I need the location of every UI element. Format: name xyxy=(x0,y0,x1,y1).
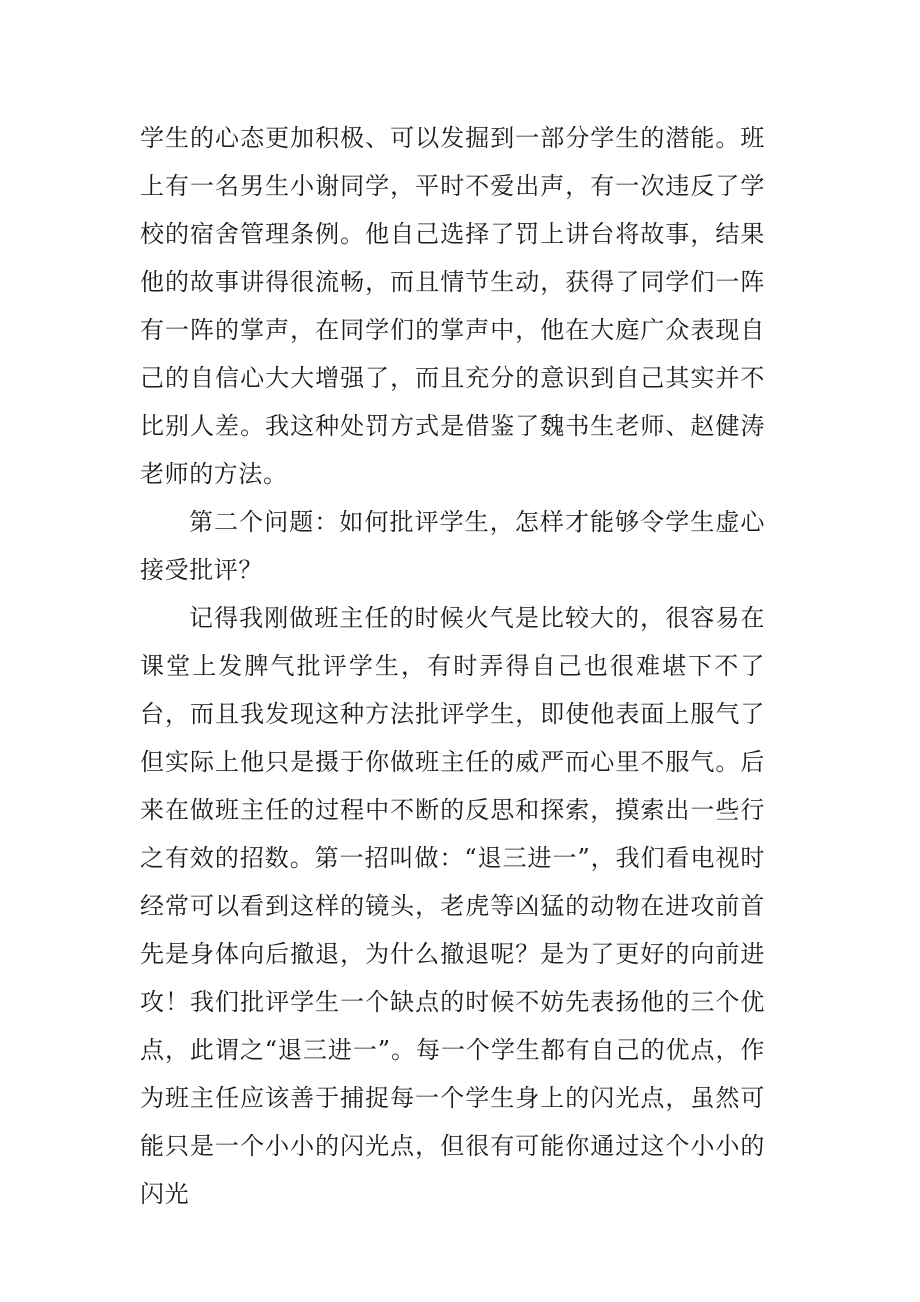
paragraph-question-heading: 第二个问题：如何批评学生，怎样才能够令学生虚心接受批评？ xyxy=(140,508,765,584)
paragraph-continuation: 学生的心态更加积极、可以发掘到一部分学生的潜能。班上有一名男生小谢同学，平时不爱出声，有一次违反了学校的宿舍管理条例。他自己选择了罚上讲台将故事，结果他的故事讲得很流畅，而且情节生动，获得了同学们一阵有一阵的掌声，在同学们的掌声中，他在大庭广众表现自己的自信心大大增强了，而且充分的意识到自己其实并不比别人差。我这种处罚方式是借鉴了魏书生老师、赵健涛老师的方法。 xyxy=(140,124,765,488)
paragraph-body: 记得我刚做班主任的时候火气是比较大的，很容易在课堂上发脾气批评学生，有时弄得自己也很难堪下不了台，而且我发现这种方法批评学生，即使他表面上服气了但实际上他只是摄于你做班主任的威严而心里不服气。后来在做班主任的过程中不断的反思和探索，摸索出一些行之有效的招数。第一招叫做：“退三进一”，我们看电视时经常可以看到这样的镜头，老虎等凶猛的动物在进攻前首先是身体向后撤退，为什么撤退呢？是为了更好的向前进攻！我们批评学生一个缺点的时候不妨先表扬他的三个优点，此谓之“退三进一”。每一个学生都有自己的优点，作为班主任应该善于捕捉每一个学生身上的闪光点，虽然可能只是一个小小的闪光点，但很有可能你通过这个小小的闪光 xyxy=(140,604,765,1208)
document-page xyxy=(140,114,765,1218)
